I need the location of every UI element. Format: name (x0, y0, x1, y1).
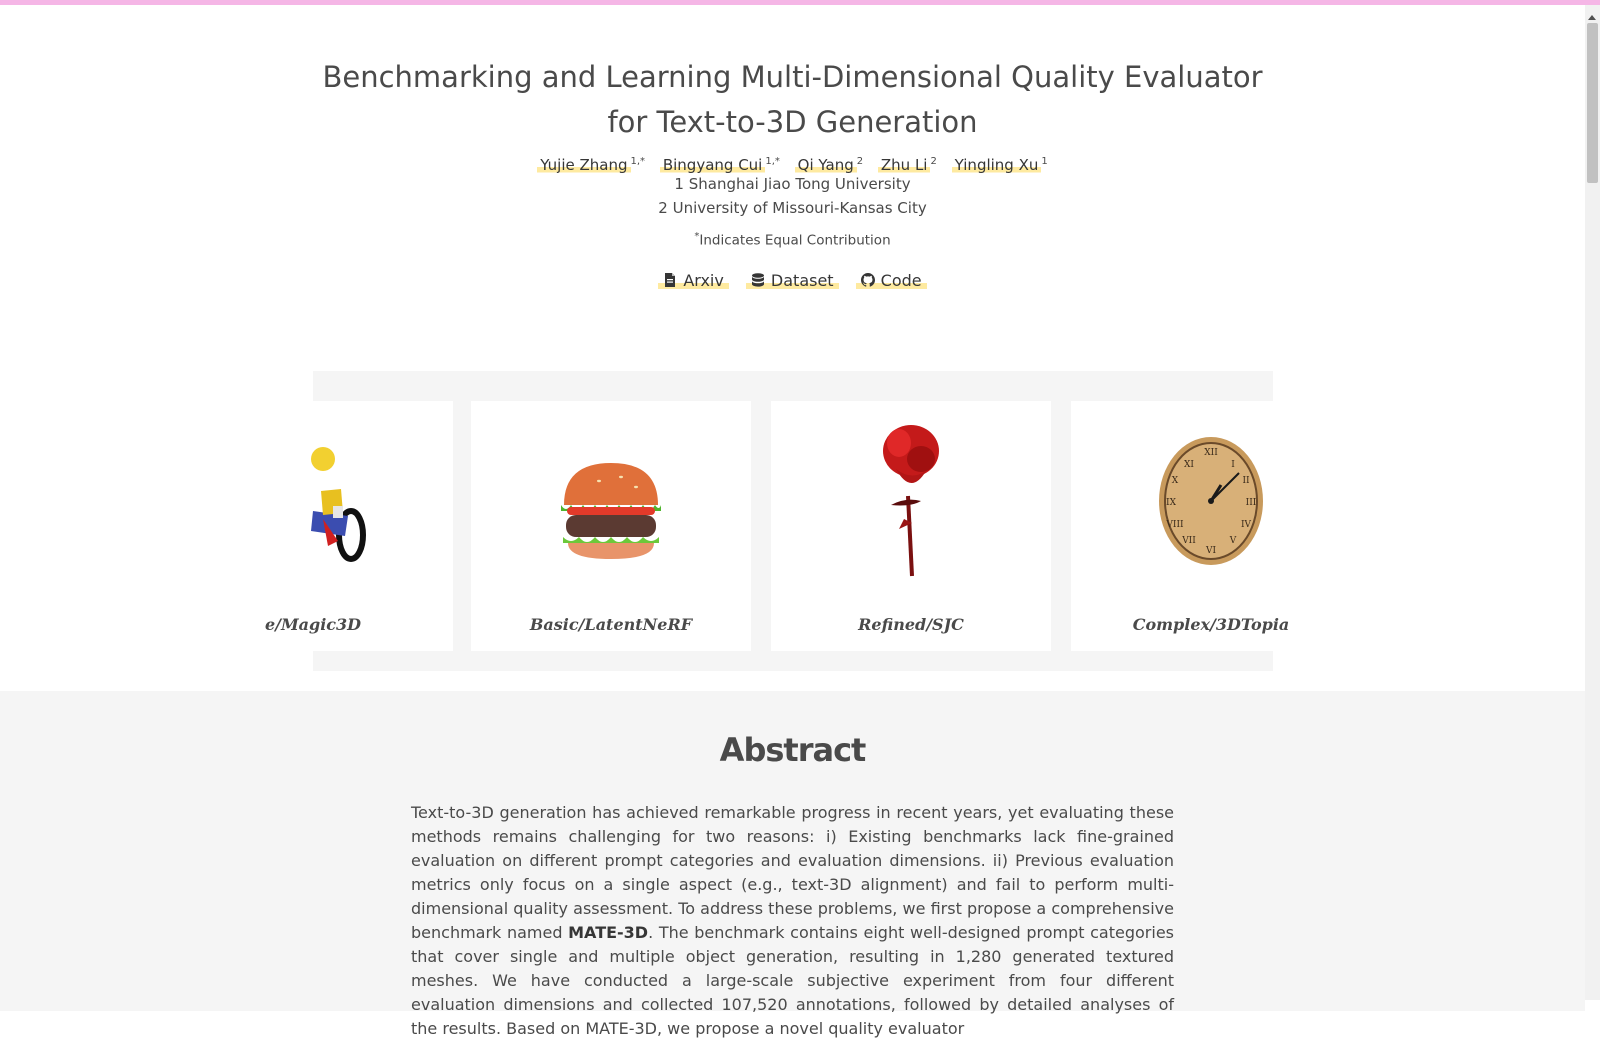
author-item[interactable] (660, 150, 780, 177)
svg-text:IV: IV (1240, 520, 1252, 530)
carousel-caption: Complex/3DTopia (1132, 615, 1290, 634)
file-pdf-icon (663, 273, 677, 287)
project-page (0, 5, 1585, 1038)
svg-text:V: V (1229, 536, 1237, 546)
author-affil-sup: 1,* (630, 156, 646, 167)
svg-text:II: II (1242, 476, 1250, 486)
dataset-label[interactable]: Dataset (770, 271, 834, 290)
carousel-card[interactable] (771, 401, 1051, 651)
antique-clock-image (1071, 401, 1351, 601)
author-affil-sup: 2 (930, 156, 937, 167)
affiliation-1: 1 Shanghai Jiao Tong University (674, 175, 911, 193)
results-carousel[interactable] (264, 371, 1290, 671)
arxiv-label[interactable]: Arxiv (683, 271, 724, 290)
motorcycle-rider-image (173, 401, 453, 601)
author-name[interactable]: Yujie Zhang (537, 156, 630, 174)
paper-title (200, 55, 1385, 145)
abstract-benchmark-name: MATE-3D (568, 923, 649, 942)
author-affil-sup: 1,* (765, 156, 780, 167)
carousel-caption: Basic/LatentNeRF (529, 615, 693, 634)
svg-text:VI: VI (1205, 546, 1217, 556)
author-item[interactable] (878, 150, 937, 177)
database-icon (751, 273, 765, 287)
red-rose-image (771, 401, 1051, 601)
author-item[interactable] (537, 150, 645, 177)
scroll-up-arrow-icon[interactable] (1588, 15, 1596, 20)
dataset-link[interactable] (746, 271, 839, 290)
arxiv-link[interactable] (658, 271, 728, 290)
carousel-caption: Refined/SJC (858, 615, 964, 634)
title-line-1: Benchmarking and Learning Multi-Dimensional Quality Evaluator (322, 60, 1263, 94)
author-item[interactable] (795, 150, 863, 177)
author-name[interactable]: Yingling Xu (952, 156, 1042, 174)
note-asterisk: * (694, 231, 700, 242)
equal-contribution-note (0, 231, 1585, 249)
title-line-2: for Text-to-3D Generation (607, 105, 978, 139)
svg-text:IX: IX (1166, 498, 1176, 508)
code-label[interactable]: Code (880, 271, 922, 290)
svg-text:III: III (1245, 498, 1257, 508)
code-link[interactable] (856, 271, 927, 290)
svg-text:I: I (1231, 460, 1235, 470)
author-name[interactable]: Zhu Li (878, 156, 931, 174)
author-affil-sup: 1 (1041, 156, 1048, 167)
carousel-card[interactable] (173, 401, 453, 651)
abstract-heading: Abstract (719, 731, 866, 769)
svg-text:VIII: VIII (1166, 520, 1184, 530)
vertical-scrollbar[interactable] (1585, 5, 1600, 1000)
author-affil-sup: 2 (856, 156, 864, 167)
author-name[interactable]: Bingyang Cui (660, 156, 766, 174)
abstract-text (411, 801, 1174, 1041)
abstract-part-2: . The benchmark contains eight well-designed prompt categories that cover single and multiple object generation, resulting in 1,280 generated textured meshes. We have conducted a large-scale subjective experiment from four different evaluation dimensions and collected 107,520 annotations, followed by detailed analyses of the results. Based on MATE-3D, we propose a novel quality evaluator (411, 923, 1175, 1038)
abstract-section (0, 691, 1585, 1038)
svg-text:XI: XI (1184, 460, 1194, 470)
github-icon (861, 273, 875, 287)
svg-text:X: X (1171, 476, 1179, 486)
carousel-card[interactable] (1071, 401, 1351, 651)
author-item[interactable] (952, 150, 1048, 177)
svg-text:XII: XII (1204, 448, 1218, 458)
author-name[interactable]: Qi Yang (795, 156, 857, 174)
affiliation-2: 2 University of Missouri-Kansas City (658, 199, 927, 217)
carousel-card[interactable] (471, 401, 751, 651)
scrollbar-thumb[interactable] (1587, 23, 1598, 183)
resource-links (0, 271, 1585, 290)
abstract-part-1: Text-to-3D generation has achieved remarkable progress in recent years, yet evaluating these methods remains challenging for two reasons: i) Existing benchmarks lack fine-grained evaluation on different prompt categories and evaluation dimensions. ii) Previous evaluation metrics only focus on a single aspect (e.g., text-3D alignment) and fail to perform multi-dimensional quality assessment. To address these problems, we first propose a comprehensive benchmark named (411, 803, 1174, 942)
note-text: Indicates Equal Contribution (699, 232, 891, 249)
hamburger-image (471, 401, 751, 601)
author-list (0, 150, 1585, 177)
carousel-caption: e/Magic3D (264, 615, 362, 634)
svg-text:VII: VII (1182, 536, 1196, 546)
